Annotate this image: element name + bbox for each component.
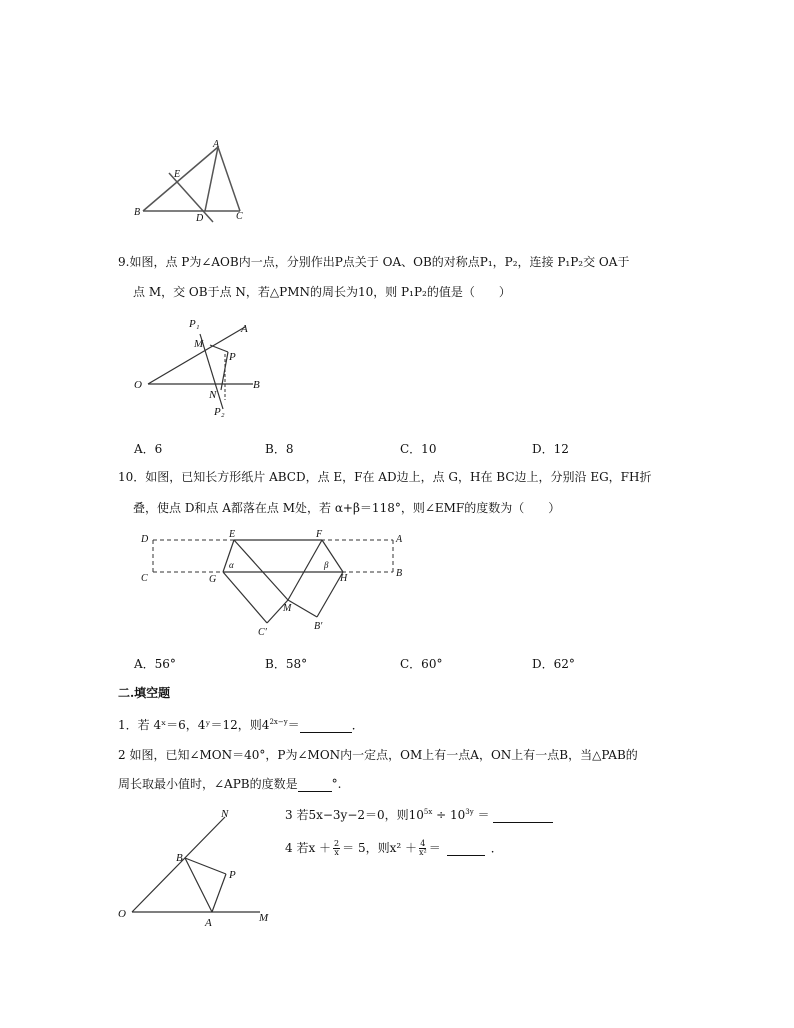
label-b: B <box>396 568 403 579</box>
q9-option-b[interactable]: B．8 <box>265 442 294 456</box>
fill-q4-answer-blank[interactable] <box>447 841 485 856</box>
label-m: M <box>259 912 269 924</box>
label-c: C <box>236 211 243 222</box>
q9-option-c[interactable]: C．10 <box>400 442 437 456</box>
fill-q1-equals: ＝ <box>287 718 300 732</box>
fill-q4 <box>285 840 503 857</box>
q10-option-c[interactable]: C．60° <box>400 657 443 671</box>
q9-stem-line1: 9.如图，点 P为∠AOB内一点，分别作出P点关于 OA、OB的对称点P₁，P₂，连接 P₁P₂交 OA于 <box>118 255 630 269</box>
label-m: M <box>194 338 204 350</box>
q9-option-d[interactable]: D．12 <box>532 442 569 456</box>
label-d: D <box>196 213 204 224</box>
label-e: E <box>229 529 236 540</box>
section-title-fill-blank: 二.填空题 <box>118 686 171 700</box>
label-b: B <box>134 207 141 218</box>
label-b-prime: B′ <box>314 621 323 632</box>
label-p: P <box>229 351 236 363</box>
fill-q1-text: 1．若 4ˣ＝6，4ʸ＝12，则4 <box>118 718 270 732</box>
fill-q3-answer-blank[interactable] <box>493 808 553 823</box>
q10-option-d[interactable]: D．62° <box>532 657 575 671</box>
label-p2: P₂ <box>214 406 225 418</box>
label-o: O <box>118 908 126 920</box>
label-b: B <box>176 852 183 864</box>
fill-q3 <box>285 808 553 823</box>
fill-q3-equals: ＝ <box>473 808 490 822</box>
q10-stem-line2: 叠，使点 D和点 A都落在点 M处，若 α+β＝118°，则∠EMF的度数为（ ） <box>133 501 561 515</box>
fill-q3-text: 3 若5x−3y−2＝0，则10 <box>285 808 424 822</box>
fill-q3-exp1: 5x <box>423 808 433 816</box>
fill-q1 <box>118 718 364 733</box>
fill-q4-text: 4 若x ＋ <box>285 841 332 856</box>
label-a: A <box>241 323 248 335</box>
label-f: F <box>316 529 323 540</box>
fill-q1-exponent: 2x−y <box>269 718 288 726</box>
q9-stem-line2: 点 M，交 OB于点 N，若△PMN的周长为10，则 P₁P₂的值是（ ） <box>133 285 511 299</box>
label-g: G <box>209 574 217 585</box>
label-a: A <box>205 917 212 929</box>
label-p: P <box>229 869 236 881</box>
fill-q1-period: ． <box>351 718 364 732</box>
label-a: A <box>396 534 403 545</box>
fraction1-numerator: 2 <box>334 839 340 848</box>
label-o: O <box>134 379 142 391</box>
fill-q4-mid: ＝ 5，则x² ＋ <box>342 841 417 856</box>
fill-q4-fraction2 <box>419 840 427 857</box>
fill-q2-line1: 2 如图，已知∠MON＝40°，P为∠MON内一定点，OM上有一点A，ON上有一点B，当△PAB的 <box>118 748 638 762</box>
angle-mon-figure <box>115 805 280 930</box>
q10-stem-line1: 10．如图，已知长方形纸片 ABCD，点 E，F在 AD边上，点 G，H在 BC边上，分别沿 EG，FH折 <box>118 470 652 484</box>
label-beta: β <box>324 560 329 570</box>
label-e: E <box>174 169 181 180</box>
folded-rectangle-figure <box>135 525 415 640</box>
q10-option-b[interactable]: B．58° <box>265 657 308 671</box>
label-b: B <box>253 379 260 391</box>
label-c: C <box>141 573 148 584</box>
fraction2-numerator: 4 <box>420 839 426 848</box>
fraction2-denominator: x² <box>418 848 427 857</box>
label-h: H <box>340 573 348 584</box>
q10-option-a[interactable]: A．56° <box>134 657 176 671</box>
fill-q2-degree: °. <box>331 777 342 791</box>
angle-aob-figure <box>128 312 268 424</box>
fill-q4-fraction1 <box>333 840 340 857</box>
fill-q3-exp2: 3y <box>465 808 474 816</box>
label-alpha: α <box>229 560 234 570</box>
fill-q2-text: 周长取最小值时，∠APB的度数是 <box>118 777 298 791</box>
label-n: N <box>221 808 229 820</box>
label-d: D <box>141 534 149 545</box>
fill-q4-period: ． <box>490 841 503 856</box>
fill-q2-line2 <box>118 777 341 792</box>
label-n: N <box>209 389 217 401</box>
q9-option-a[interactable]: A．6 <box>134 442 163 456</box>
fill-q2-answer-blank[interactable] <box>298 777 332 792</box>
fill-q4-equals: ＝ <box>428 841 441 856</box>
triangle-abc-figure <box>125 130 265 225</box>
label-c-prime: C′ <box>258 627 267 638</box>
label-m: M <box>283 603 292 614</box>
fill-q1-answer-blank[interactable] <box>300 718 352 733</box>
fill-q3-divide: ÷ 10 <box>432 808 466 822</box>
label-p1: P₁ <box>189 318 200 330</box>
fraction1-denominator: x <box>334 848 339 857</box>
label-a: A <box>213 139 220 150</box>
